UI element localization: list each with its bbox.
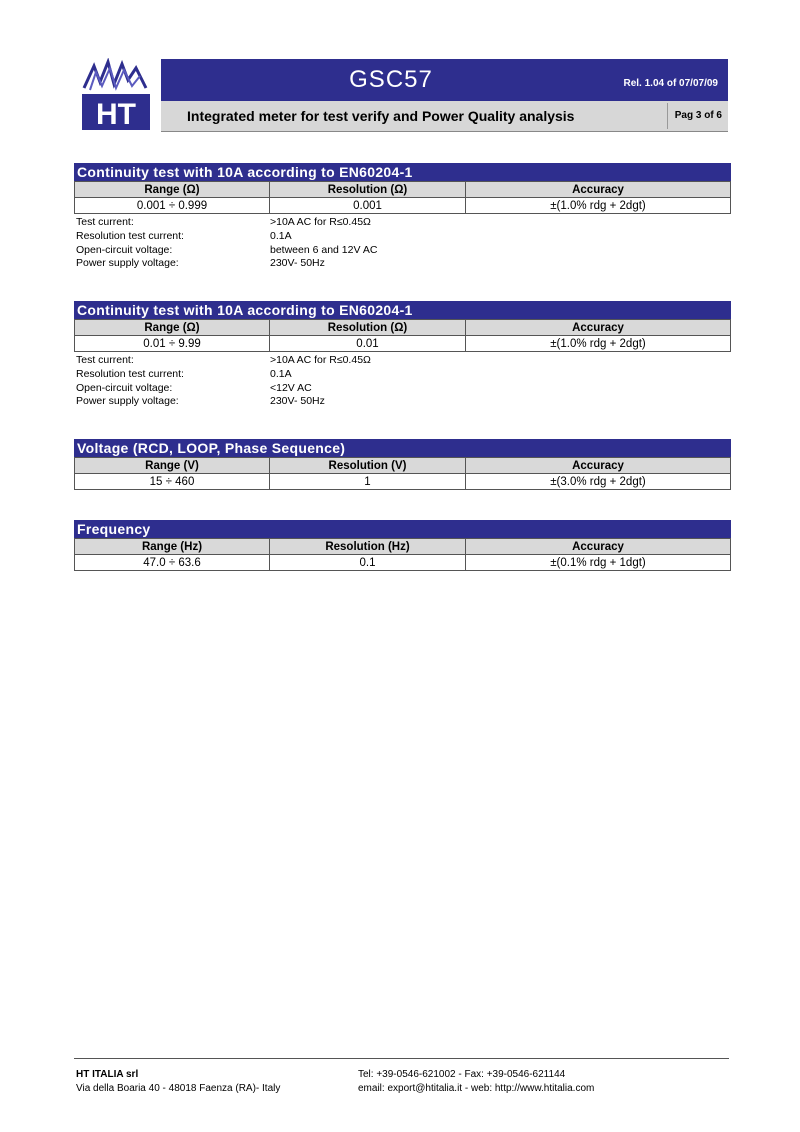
note-value: >10A AC for R≤0.45Ω	[270, 216, 371, 228]
column-header: Accuracy	[466, 458, 731, 474]
column-header: Range (V)	[75, 458, 270, 474]
note-label: Test current:	[76, 216, 134, 228]
note-row	[74, 395, 731, 409]
document-subtitle: Integrated meter for test verify and Power Quality analysis	[187, 108, 575, 124]
column-header: Resolution (Ω)	[270, 320, 466, 336]
table-header-row	[75, 539, 731, 555]
note-label: Power supply voltage:	[76, 395, 179, 408]
note-row	[74, 257, 731, 271]
column-header: Resolution (Ω)	[270, 182, 466, 198]
document-title: GSC57	[349, 66, 433, 93]
spec-notes	[74, 354, 731, 409]
note-value: >10A AC for R≤0.45Ω	[270, 354, 371, 366]
table-row	[75, 336, 731, 352]
note-label: Test current:	[76, 354, 134, 366]
section-title: Frequency	[74, 520, 731, 538]
resolution-cell: 0.01	[270, 336, 466, 352]
section-continuity-10a-2	[74, 301, 731, 409]
section-title: Voltage (RCD, LOOP, Phase Sequence)	[74, 439, 731, 457]
release-info: Rel. 1.04 of 07/07/09	[623, 78, 718, 89]
accuracy-cell: ±(0.1% rdg + 1dgt)	[466, 555, 731, 571]
table-header-row	[75, 320, 731, 336]
note-row	[74, 230, 731, 244]
spec-table	[74, 457, 731, 490]
header-divider	[667, 103, 668, 129]
note-value: between 6 and 12V AC	[270, 243, 378, 256]
note-row	[74, 382, 731, 396]
column-header: Range (Ω)	[75, 320, 270, 336]
spec-table	[74, 538, 731, 571]
accuracy-cell: ±(1.0% rdg + 2dgt)	[466, 198, 731, 214]
note-label: Resolution test current:	[76, 229, 184, 242]
footer-divider	[74, 1058, 729, 1059]
page-number: Pag 3 of 6	[674, 110, 722, 121]
range-cell: 0.01 ÷ 9.99	[75, 336, 270, 352]
note-value: <12V AC	[270, 381, 312, 394]
spec-notes	[74, 216, 731, 271]
note-label: Power supply voltage:	[76, 257, 179, 270]
table-row	[75, 555, 731, 571]
note-value: 0.1A	[270, 229, 292, 242]
table-row	[75, 198, 731, 214]
company-address: Via della Boaria 40 - 48018 Faenza (RA)- Italy	[76, 1083, 281, 1094]
logo-text: HT	[96, 98, 136, 131]
column-header: Resolution (V)	[270, 458, 466, 474]
accuracy-cell: ±(3.0% rdg + 2dgt)	[466, 474, 731, 490]
table-header-row	[75, 458, 731, 474]
note-label: Open-circuit voltage:	[76, 243, 173, 256]
company-name: HT ITALIA srl	[76, 1069, 139, 1080]
column-header: Range (Hz)	[75, 539, 270, 555]
resolution-cell: 1	[270, 474, 466, 490]
note-value: 230V- 50Hz	[270, 257, 325, 270]
section-title: Continuity test with 10A according to EN60204-1	[74, 163, 731, 181]
note-row	[74, 244, 731, 258]
note-label: Open-circuit voltage:	[76, 381, 173, 394]
note-value: 230V- 50Hz	[270, 395, 325, 408]
column-header: Resolution (Hz)	[270, 539, 466, 555]
column-header: Accuracy	[466, 320, 731, 336]
section-frequency	[74, 520, 731, 571]
spec-table	[74, 319, 731, 352]
phone-fax: Tel: +39-0546-621002 - Fax: +39-0546-621144	[358, 1069, 566, 1080]
note-row	[74, 216, 731, 230]
resolution-cell: 0.1	[270, 555, 466, 571]
ht-logo	[80, 58, 152, 132]
email-web: email: export@htitalia.it - web: http://www.htitalia.com	[358, 1083, 595, 1094]
resolution-cell: 0.001	[270, 198, 466, 214]
column-header: Accuracy	[466, 539, 731, 555]
column-header: Range (Ω)	[75, 182, 270, 198]
footer-contact-block	[358, 1068, 594, 1096]
table-row	[75, 474, 731, 490]
range-cell: 47.0 ÷ 63.6	[75, 555, 270, 571]
range-cell: 0.001 ÷ 0.999	[75, 198, 270, 214]
footer-company-block	[76, 1068, 280, 1096]
header-subtitle-bar	[161, 101, 728, 132]
note-row	[74, 368, 731, 382]
section-voltage	[74, 439, 731, 490]
section-continuity-10a-1	[74, 163, 731, 271]
range-cell: 15 ÷ 460	[75, 474, 270, 490]
table-header-row	[75, 182, 731, 198]
section-title: Continuity test with 10A according to EN60204-1	[74, 301, 731, 319]
accuracy-cell: ±(1.0% rdg + 2dgt)	[466, 336, 731, 352]
spec-table	[74, 181, 731, 214]
note-label: Resolution test current:	[76, 367, 184, 380]
column-header: Accuracy	[466, 182, 731, 198]
header-title-bar	[161, 59, 728, 101]
note-row	[74, 354, 731, 368]
note-value: 0.1A	[270, 367, 292, 380]
